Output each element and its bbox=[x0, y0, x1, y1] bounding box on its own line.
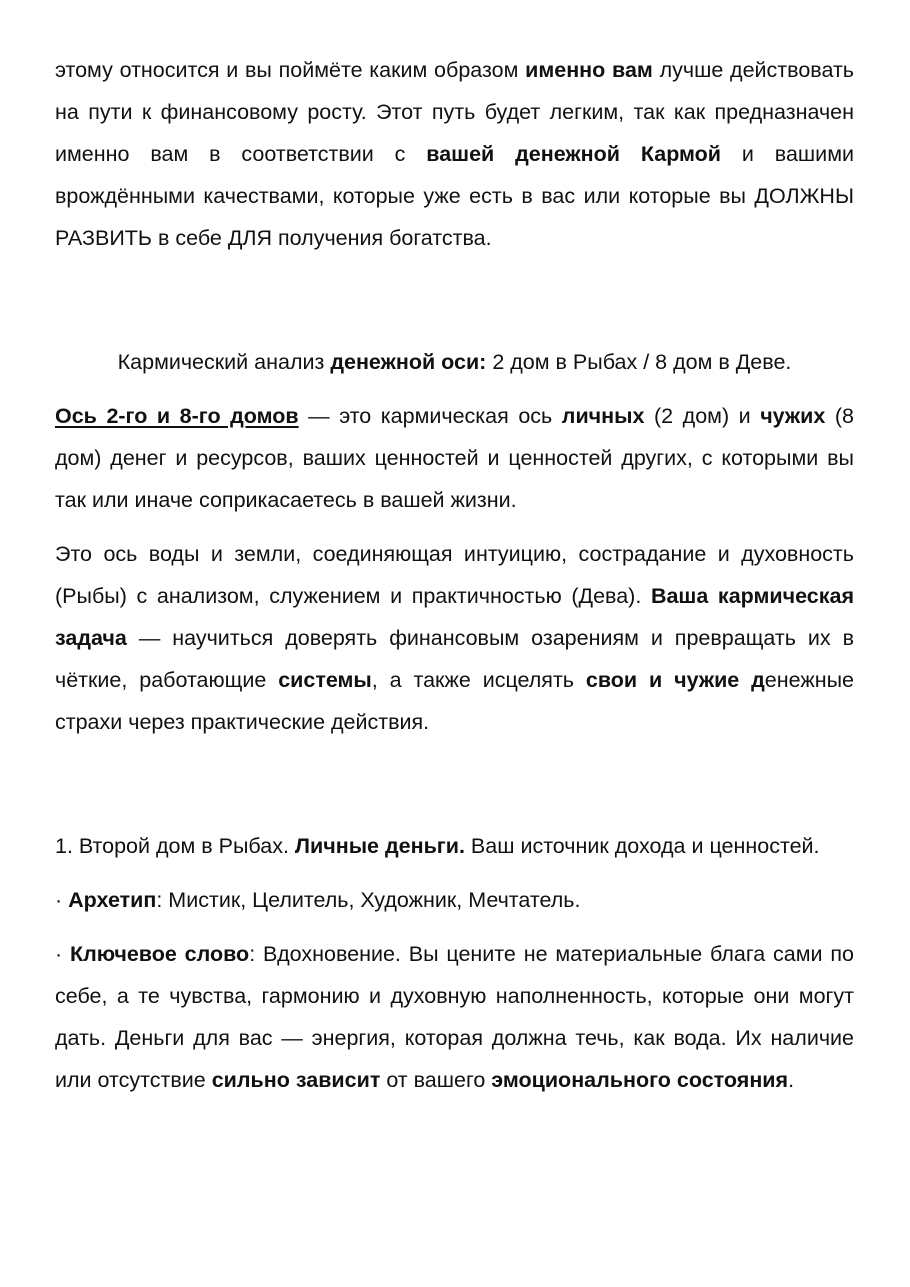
paragraph-axis-task bbox=[55, 533, 854, 743]
text-run: от вашего bbox=[380, 1068, 492, 1092]
paragraph-axis-definition bbox=[55, 395, 854, 521]
paragraph-second-house bbox=[55, 825, 854, 867]
text-run: (8 дом) денег и ресурсов, ваших ценностей и ценностей других, с которыми вы так или иначе соприкасаетесь в вашей жизни. bbox=[55, 404, 854, 512]
text-run: этому относится и вы поймёте каким образом bbox=[55, 58, 526, 82]
paragraph-intro bbox=[55, 49, 854, 259]
bold-run: эмоционального состояния bbox=[491, 1068, 789, 1092]
bullet-marker: · bbox=[55, 888, 69, 912]
paragraph-axis-heading bbox=[55, 341, 854, 383]
text-run: : Мистик, Целитель, Художник, Мечтатель. bbox=[156, 888, 581, 912]
bold-run: Личные деньги. bbox=[294, 834, 465, 858]
text-run: — научиться доверять финансовым озарениям и превращать их в чёткие, работающие bbox=[55, 626, 854, 692]
bold-run: именно вам bbox=[525, 58, 653, 82]
text-run: (2 дом) и bbox=[644, 404, 761, 428]
document-page bbox=[55, 49, 854, 1101]
bold-run: Архетип bbox=[68, 888, 157, 912]
bold-run: личных bbox=[561, 404, 645, 428]
bold-run: Ваша кармическая задача bbox=[55, 584, 854, 650]
bold-underlined-run bbox=[55, 404, 299, 428]
bold-run: системы bbox=[278, 668, 372, 692]
text-run: — это кармическая ось bbox=[298, 404, 562, 428]
text-run: : Вдохновение. Вы цените не материальные блага сами по себе, а те чувства, гармонию и духовную наполненность, которые они могут дать. Деньги для вас — энергия, которая должна течь, как вода. Их наличие или отсутствие bbox=[55, 942, 854, 1092]
text-run: . bbox=[788, 1068, 795, 1092]
paragraph-archetype bbox=[55, 879, 854, 921]
bold-run: денежной оси: bbox=[330, 350, 487, 374]
text-run: енежные страхи через практические действия. bbox=[55, 668, 854, 734]
underline-run: Ось 2-го и 8-го домов bbox=[55, 404, 299, 428]
text-run: 1. Второй дом в Рыбах. bbox=[55, 834, 295, 858]
bold-run: Ключевое слово bbox=[70, 942, 250, 966]
text-run: Кармический анализ bbox=[117, 350, 331, 374]
bold-run: сильно зависит bbox=[211, 1068, 381, 1092]
paragraph-keyword bbox=[55, 933, 854, 1101]
text-run: Ваш источник дохода и ценностей. bbox=[464, 834, 820, 858]
bold-run: вашей денежной Кармой bbox=[426, 142, 722, 166]
bold-run: свои и чужие д bbox=[585, 668, 765, 692]
text-run: Это ось воды и земли, соединяющая интуицию, сострадание и духовность (Рыбы) с анализом, служением и практичностью (Дева). bbox=[55, 542, 854, 608]
bold-run: чужих bbox=[760, 404, 826, 428]
text-run: , а также исцелять bbox=[371, 668, 586, 692]
text-run: 2 дом в Рыбах / 8 дом в Деве. bbox=[486, 350, 792, 374]
text-run: и вашими врождёнными качествами, которые уже есть в вас или которые вы ДОЛЖНЫ РАЗВИТЬ в себе ДЛЯ получения богатства. bbox=[55, 142, 854, 250]
text-run: лучше действовать на пути к финансовому росту. Этот путь будет легким, так как предназначен именно вам в соответствии с bbox=[55, 58, 854, 166]
bullet-marker: · bbox=[55, 942, 71, 966]
